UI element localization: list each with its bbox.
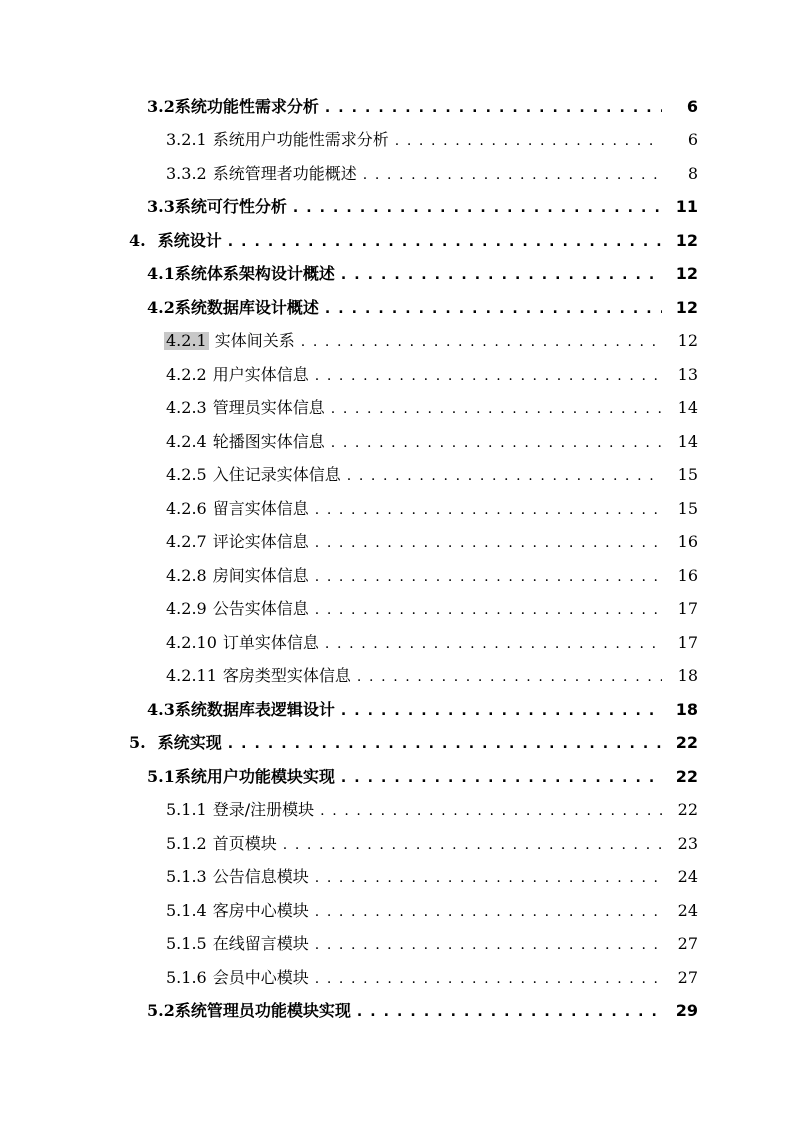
toc-entry[interactable] <box>0 459 793 493</box>
toc-entry-title: 订单实体信息 <box>222 632 319 652</box>
dot-leader <box>315 568 662 584</box>
toc-entry-title: 系统管理员功能模块实现 <box>174 1001 351 1021</box>
toc-entry-page-number: 8 <box>687 163 698 183</box>
toc-entry-number: 4.2.10 <box>166 632 217 652</box>
toc-entry-number: 4.2.1 <box>166 331 207 351</box>
toc-entry[interactable] <box>0 526 793 560</box>
toc-entry-page-number: 27 <box>677 934 698 954</box>
toc-entry-title: 评论实体信息 <box>212 532 309 552</box>
toc-entry-number: 5.2 <box>147 1001 175 1021</box>
toc-entry-page-number: 18 <box>677 666 698 686</box>
toc-entry-number: 4.2 <box>147 297 175 317</box>
toc-entry-page-number: 13 <box>677 364 698 384</box>
toc-entry-page-number: 6 <box>686 96 698 116</box>
toc-entry[interactable] <box>0 425 793 459</box>
dot-leader <box>315 869 662 885</box>
toc-entry-number: 5.1.3 <box>166 867 207 887</box>
toc-entry[interactable] <box>0 693 793 727</box>
toc-entry[interactable] <box>0 827 793 861</box>
toc-entry[interactable] <box>0 392 793 426</box>
toc-entry-title: 系统可行性分析 <box>174 197 287 217</box>
dot-leader <box>341 702 662 718</box>
toc-entry-page-number: 27 <box>677 967 698 987</box>
toc-entry[interactable] <box>0 660 793 694</box>
toc-entry[interactable] <box>0 224 793 258</box>
toc-entry-number: 4.2.5 <box>166 465 207 485</box>
toc-entry-title: 系统用户功能模块实现 <box>174 766 335 786</box>
dot-leader <box>228 735 662 751</box>
toc-entry-title: 系统功能性需求分析 <box>174 96 319 116</box>
toc-entry-page-number: 16 <box>677 532 698 552</box>
toc-entry-title: 入住记录实体信息 <box>212 465 341 485</box>
dot-leader <box>341 769 662 785</box>
toc-entry[interactable] <box>0 727 793 761</box>
toc-entry[interactable] <box>0 325 793 359</box>
toc-entry[interactable] <box>0 191 793 225</box>
toc-entry[interactable] <box>0 794 793 828</box>
dot-leader <box>357 1003 662 1019</box>
toc-entry-page-number: 12 <box>675 264 698 284</box>
toc-entry-page-number: 12 <box>677 331 698 351</box>
toc-entry-number: 4.2.7 <box>166 532 207 552</box>
toc-entry[interactable] <box>0 995 793 1029</box>
toc-entry[interactable] <box>0 157 793 191</box>
toc-entry-page-number: 24 <box>677 867 698 887</box>
toc-entry-page-number: 12 <box>675 230 698 250</box>
toc-entry-title: 用户实体信息 <box>212 364 309 384</box>
toc-entry-title: 系统数据库设计概述 <box>174 297 319 317</box>
toc-entry[interactable] <box>0 626 793 660</box>
table-of-contents <box>0 90 793 1028</box>
toc-entry[interactable] <box>0 894 793 928</box>
toc-entry-page-number: 22 <box>675 766 698 786</box>
dot-leader <box>315 601 662 617</box>
toc-entry-page-number: 14 <box>677 431 698 451</box>
toc-entry-title: 系统数据库表逻辑设计 <box>174 699 335 719</box>
dot-leader <box>325 300 662 316</box>
dot-leader <box>315 903 662 919</box>
toc-entry-title: 系统设计 <box>157 230 222 250</box>
toc-entry-title: 公告信息模块 <box>212 867 309 887</box>
dot-leader <box>315 936 662 952</box>
toc-entry-number: 4.3 <box>147 699 175 719</box>
dot-leader <box>331 400 662 416</box>
toc-entry-page-number: 22 <box>677 800 698 820</box>
toc-entry[interactable] <box>0 928 793 962</box>
toc-entry-number: 5.1.2 <box>166 833 207 853</box>
toc-entry-title: 公告实体信息 <box>212 599 309 619</box>
toc-entry[interactable] <box>0 861 793 895</box>
toc-entry-page-number: 18 <box>675 699 698 719</box>
toc-entry-number: 4.2.4 <box>166 431 207 451</box>
toc-entry-page-number: 15 <box>677 465 698 485</box>
toc-entry[interactable] <box>0 961 793 995</box>
toc-entry[interactable] <box>0 760 793 794</box>
dot-leader <box>325 99 662 115</box>
toc-entry-number: 5.1 <box>147 766 175 786</box>
dot-leader <box>301 333 662 349</box>
toc-entry-number: 4.2.8 <box>166 565 207 585</box>
toc-entry-title: 管理员实体信息 <box>212 398 325 418</box>
toc-entry-number: 4.2.11 <box>166 666 217 686</box>
toc-entry-page-number: 23 <box>677 833 698 853</box>
dot-leader <box>347 467 662 483</box>
toc-entry-page-number: 22 <box>675 733 698 753</box>
toc-entry[interactable] <box>0 358 793 392</box>
toc-entry-number: 4.2.9 <box>166 599 207 619</box>
dot-leader <box>228 233 662 249</box>
toc-entry[interactable] <box>0 258 793 292</box>
toc-entry[interactable] <box>0 492 793 526</box>
toc-entry-page-number: 17 <box>677 632 698 652</box>
toc-entry-title: 在线留言模块 <box>212 934 309 954</box>
toc-entry[interactable] <box>0 124 793 158</box>
toc-entry-number: 3.3.2 <box>166 163 207 183</box>
toc-entry-number: 4.2.6 <box>166 498 207 518</box>
toc-entry[interactable] <box>0 291 793 325</box>
dot-leader <box>325 635 662 651</box>
dot-leader <box>363 166 662 182</box>
dot-leader <box>395 132 662 148</box>
toc-entry-title: 实体间关系 <box>214 331 295 351</box>
toc-entry-number: 4. <box>129 230 146 250</box>
toc-entry-number: 5.1.4 <box>166 900 207 920</box>
toc-entry-number: 5.1.1 <box>166 800 207 820</box>
toc-entry-page-number: 17 <box>677 599 698 619</box>
toc-entry-page-number: 12 <box>675 297 698 317</box>
toc-entry-page-number: 16 <box>677 565 698 585</box>
dot-leader <box>341 266 662 282</box>
toc-entry-number: 5. <box>129 733 146 753</box>
toc-entry-page-number: 14 <box>677 398 698 418</box>
toc-entry-title: 轮播图实体信息 <box>212 431 325 451</box>
dot-leader <box>283 836 662 852</box>
toc-entry-number: 3.2.1 <box>166 130 207 150</box>
dot-leader <box>293 199 662 215</box>
dot-leader <box>315 367 662 383</box>
toc-entry-title: 客房中心模块 <box>212 900 309 920</box>
toc-entry[interactable] <box>0 559 793 593</box>
toc-entry-number: 5.1.6 <box>166 967 207 987</box>
toc-entry-number: 5.1.5 <box>166 934 207 954</box>
toc-entry-title: 首页模块 <box>212 833 277 853</box>
toc-entry-title: 留言实体信息 <box>212 498 309 518</box>
dot-leader <box>315 970 662 986</box>
toc-entry-title: 系统用户功能性需求分析 <box>212 130 389 150</box>
toc-entry-title: 系统实现 <box>157 733 222 753</box>
dot-leader <box>357 668 662 684</box>
toc-entry-page-number: 6 <box>687 130 698 150</box>
dot-leader <box>331 434 662 450</box>
toc-entry-number: 3.2 <box>147 96 175 116</box>
toc-entry-title: 登录/注册模块 <box>212 800 315 820</box>
toc-entry-page-number: 11 <box>675 197 698 217</box>
toc-entry-page-number: 29 <box>675 1001 698 1021</box>
toc-entry[interactable] <box>0 593 793 627</box>
toc-entry-page-number: 15 <box>677 498 698 518</box>
dot-leader <box>320 802 662 818</box>
toc-entry-page-number: 24 <box>677 900 698 920</box>
toc-entry-title: 系统管理者功能概述 <box>212 163 357 183</box>
toc-entry-number: 4.1 <box>147 264 175 284</box>
toc-entry-number: 4.2.3 <box>166 398 207 418</box>
toc-entry-title: 会员中心模块 <box>212 967 309 987</box>
toc-entry[interactable] <box>0 90 793 124</box>
toc-entry-number: 4.2.2 <box>166 364 207 384</box>
dot-leader <box>315 534 662 550</box>
toc-entry-number: 3.3 <box>147 197 175 217</box>
toc-entry-title: 客房类型实体信息 <box>222 666 351 686</box>
toc-entry-title: 房间实体信息 <box>212 565 309 585</box>
toc-entry-title: 系统体系架构设计概述 <box>174 264 335 284</box>
dot-leader <box>315 501 662 517</box>
